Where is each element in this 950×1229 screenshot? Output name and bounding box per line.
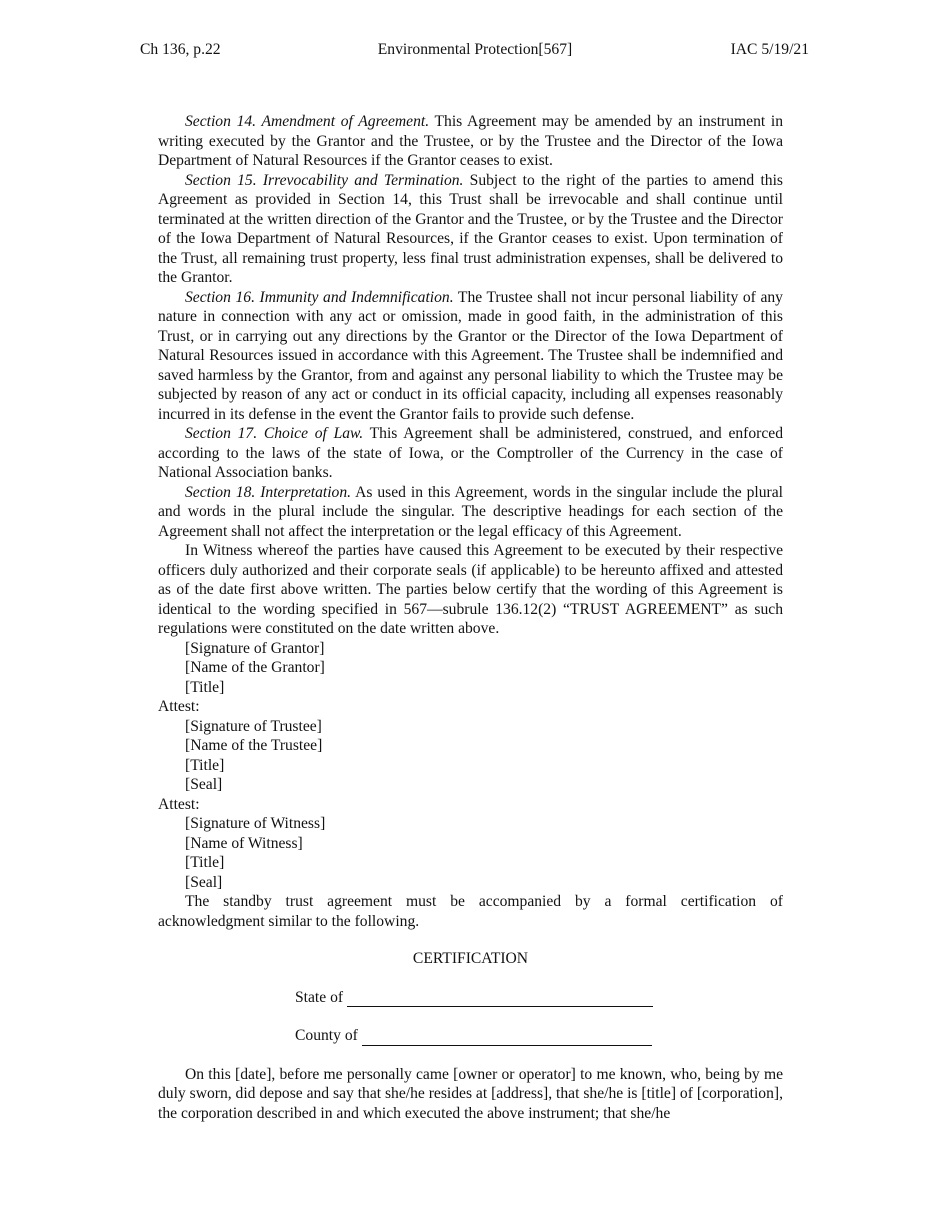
section-17-paragraph [158, 424, 783, 483]
running-header-title: Environmental Protection[567] [377, 41, 573, 58]
section-16-paragraph [158, 288, 783, 425]
section-15-text: Subject to the right of the parties to amend this Agreement as provided in Section 14, this Trust shall be irrevocable and shall continue until terminated at the written direction of the Grantor and the Trustee, or by the Trustee and the Director of the Iowa Department of Natural Resources, if the Grantor ceases to exist. Upon termination of the Trust, all remaining trust property, less final trust administration expenses, shall be delivered to the Grantor. [158, 171, 783, 286]
section-16-text: The Trustee shall not incur personal liability of any nature in connection with any act or omission, made in good faith, in the administration of this Trust, or in carrying out any directions by the Grantor or the Director of the Iowa Department of Natural Resources issued in accordance with this Agreement. The Trustee shall be indemnified and saved harmless by the Grantor, from and against any personal liability to which the Trustee may be subjected by reason of any act or conduct in its official capacity, including all expenses reasonably incurred in its defense in the event the Grantor fails to provide such defense. [158, 288, 783, 423]
section-18-title: Section 18. Interpretation. [185, 483, 352, 501]
witness-name-line: [Name of Witness] [185, 834, 303, 852]
certification-heading: CERTIFICATION [412, 950, 529, 967]
running-header-date: IAC 5/19/21 [730, 41, 809, 58]
section-17-title: Section 17. Choice of Law. [185, 425, 364, 442]
witness-signature-line: [Signature of Witness] [185, 815, 326, 832]
trustee-signature-line: [Signature of Trustee] [185, 717, 322, 735]
section-15-title: Section 15. Irrevocability and Termination. [185, 171, 464, 189]
section-18-paragraph [158, 483, 783, 542]
trustee-name-line: [Name of the Trustee] [185, 737, 323, 754]
grantor-title-line: [Title] [185, 678, 225, 696]
state-of-blank-line [347, 992, 653, 1007]
witness-seal-line: [Seal] [185, 873, 223, 891]
section-14-paragraph [158, 112, 783, 171]
grantor-signature-line: [Signature of Grantor] [185, 639, 325, 657]
witness-title-line: [Title] [185, 854, 225, 871]
attest-label-witness: Attest: [158, 795, 200, 813]
standby-note-paragraph: The standby trust agreement must be accompanied by a formal certification of acknowledgment similar to the following. [158, 893, 783, 930]
county-of-label: County of [295, 1027, 358, 1044]
section-18-text: As used in this Agreement, words in the singular include the plural and words in the plural include the singular. The descriptive headings for each section of the Agreement shall not affect the interpretation or the legal efficacy of this Agreement. [158, 483, 783, 540]
trustee-seal-line: [Seal] [185, 776, 223, 793]
section-15-paragraph [158, 171, 783, 288]
county-of-field [158, 1026, 783, 1046]
attest-label-trustee: Attest: [158, 698, 200, 715]
section-14-title: Section 14. Amendment of Agreement. [185, 113, 430, 130]
document-body [158, 112, 783, 1123]
section-17-text: This Agreement shall be administered, construed, and enforced according to the laws of the state of Iowa, or the Comptroller of the Currency in the case of National Association banks. [158, 425, 783, 481]
grantor-name-line: [Name of the Grantor] [185, 659, 325, 676]
running-header-chapter: Ch 136, p.22 [140, 41, 221, 58]
acknowledgment-paragraph: On this [date], before me personally came [owner or operator] to me known, who, being by me duly sworn, did depose and say that she/he resides at [address], that she/he is [title] of [corporation], the corporation described in and which executed the above instrument; that she/he [158, 1065, 783, 1122]
in-witness-paragraph: In Witness whereof the parties have caused this Agreement to be executed by their respective officers duly authorized and their corporate seals (if applicable) to be hereunto affixed and attested as of the date first above written. The parties below certify that the wording of this Agreement is identical to the wording specified in 567—subrule 136.12(2) “TRUST AGREEMENT” as such regulations were constituted on the date written above. [158, 542, 783, 637]
state-of-field [158, 988, 783, 1008]
section-16-title: Section 16. Immunity and Indemnification. [185, 288, 454, 306]
state-of-label: State of [295, 988, 344, 1006]
section-14-text: This Agreement may be amended by an instrument in writing executed by the Grantor and the Trustee, or by the Trustee and the Director of the Iowa Department of Natural Resources if the Grantor ceases to exist. [158, 113, 783, 169]
trustee-title-line: [Title] [185, 756, 225, 774]
county-of-blank-line [362, 1031, 652, 1046]
